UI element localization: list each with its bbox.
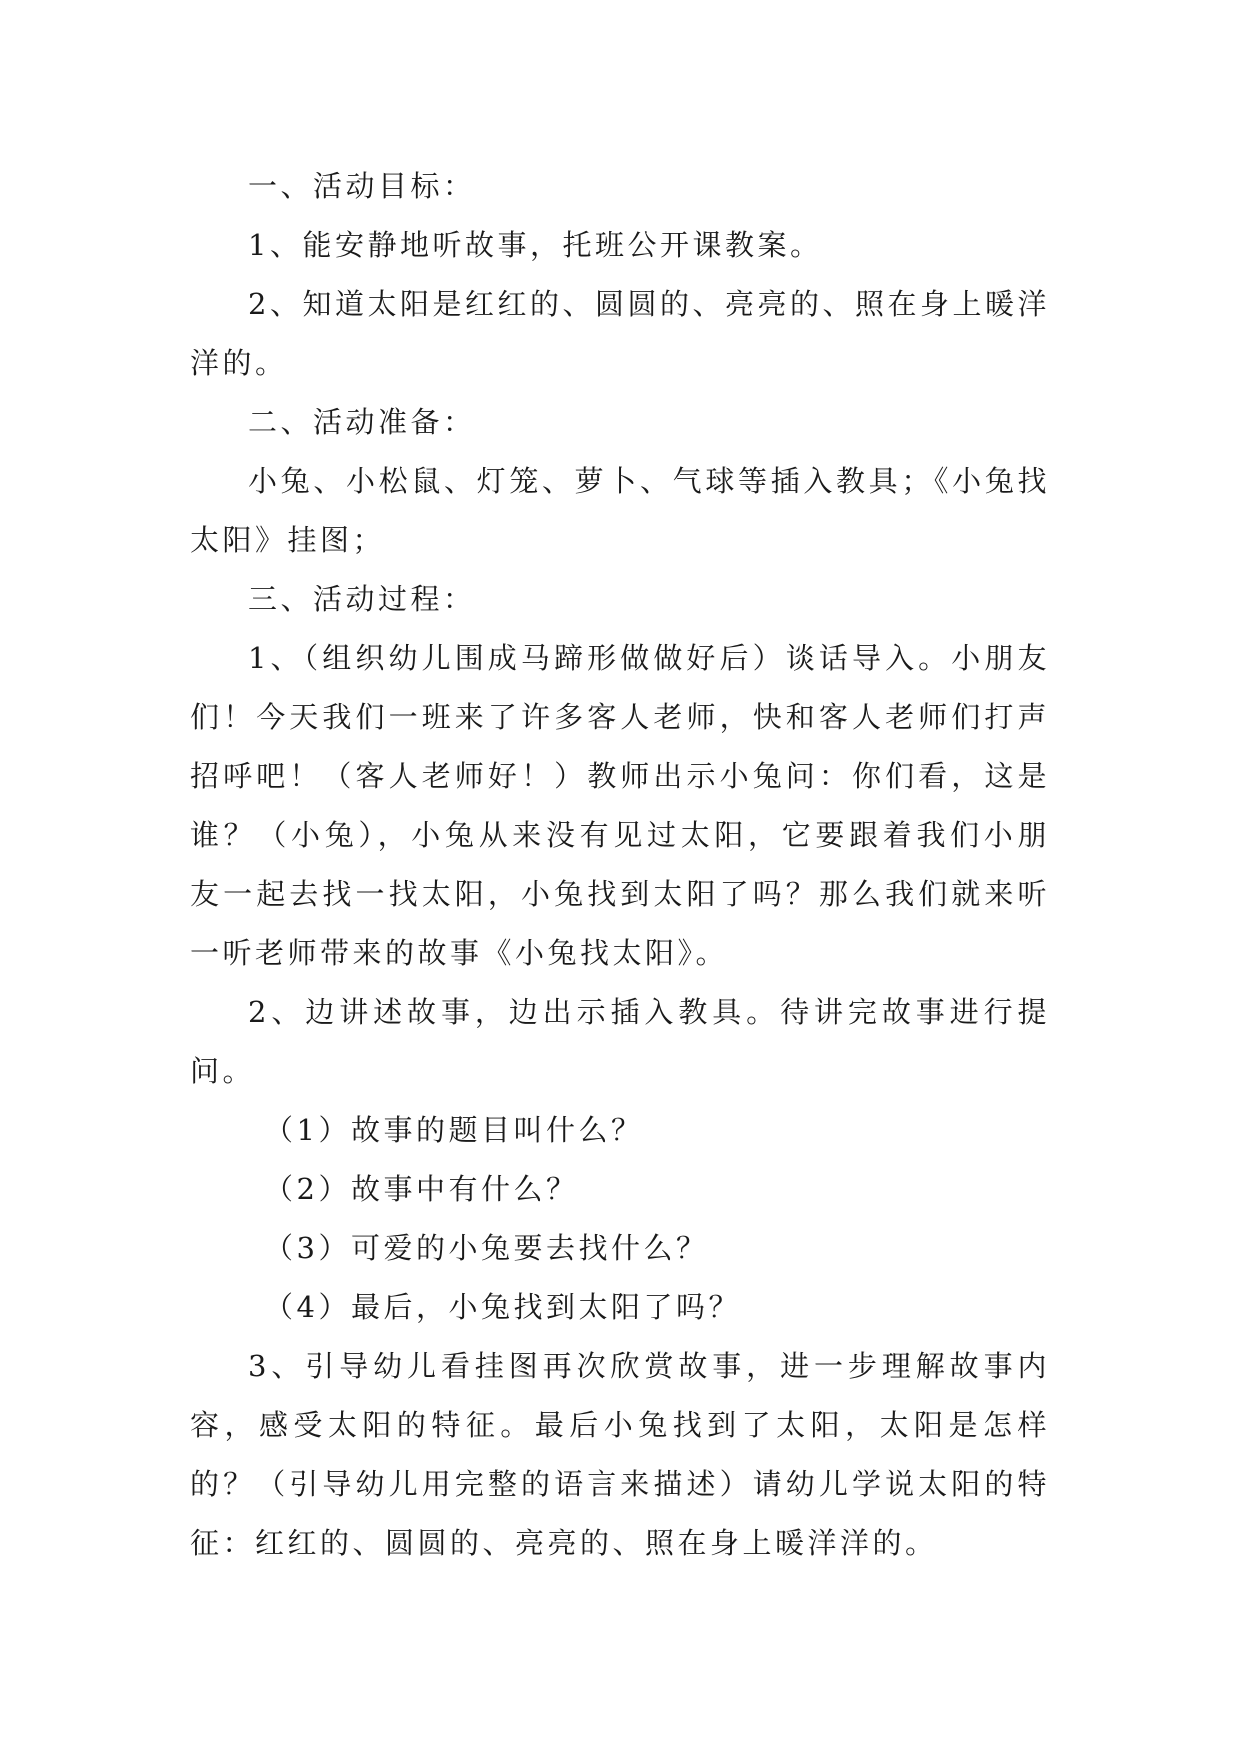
- process-step-3: 3、引导幼儿看挂图再次欣赏故事，进一步理解故事内容，感受太阳的特征。最后小兔找到了太阳，太阳是怎样的？（引导幼儿用完整的语言来描述）请幼儿学说太阳的特征：红红的、圆圆的、亮亮的、照在身上暖洋洋的。: [190, 1349, 1050, 1560]
- goal-item-2: 2、知道太阳是红红的、圆圆的、亮亮的、照在身上暖洋洋的。: [190, 287, 1050, 380]
- question-2: （2）故事中有什么？: [264, 1172, 579, 1206]
- question-4: （4）最后，小兔找到太阳了吗？: [264, 1290, 741, 1324]
- heading-activity-preparation: 二、活动准备：: [248, 405, 476, 439]
- process-step-2: 2、边讲述故事，边出示插入教具。待讲完故事进行提问。: [190, 995, 1050, 1088]
- document-body: [190, 157, 1050, 1573]
- goal-item-1: 1、能安静地听故事，托班公开课教案。: [248, 228, 823, 262]
- preparation-text: 小兔、小松鼠、灯笼、萝卜、气球等插入教具；《小兔找太阳》挂图；: [190, 464, 1050, 557]
- heading-activity-process: 三、活动过程：: [248, 582, 476, 616]
- question-1: （1）故事的题目叫什么？: [264, 1113, 644, 1147]
- question-3: （3）可爱的小兔要去找什么？: [264, 1231, 709, 1265]
- heading-activity-goals: 一、活动目标：: [248, 169, 476, 203]
- process-step-1: 1、（组织幼儿围成马蹄形做做好后）谈话导入。小朋友们！今天我们一班来了许多客人老师，快和客人老师们打声招呼吧！（客人老师好！）教师出示小兔问：你们看，这是谁？（小兔），小兔从来没有见过太阳，它要跟着我们小朋友一起去找一找太阳，小兔找到太阳了吗？那么我们就来听一听老师带来的故事《小兔找太阳》。: [190, 641, 1050, 970]
